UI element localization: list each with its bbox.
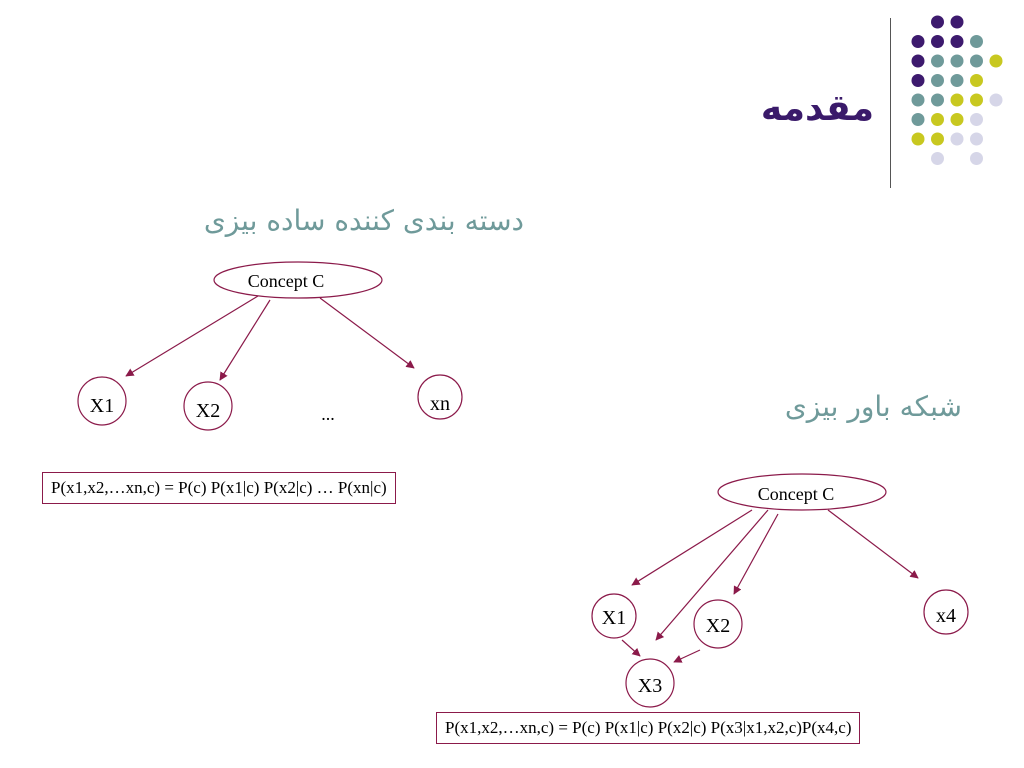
nb-root-label: Concept C (247, 271, 325, 291)
nb-ellipsis: ... (321, 404, 335, 424)
bn-root-label: Concept C (757, 484, 835, 504)
slide-title: مقدمه (760, 88, 874, 129)
bn-node-x2-label: X2 (705, 615, 731, 637)
bn-node-x1-label: X1 (601, 607, 627, 629)
nb-edge-x2 (220, 300, 270, 380)
bn-edge-x1 (632, 510, 752, 585)
belief-network-formula: P(x1,x2,…xn,c) = P(c) P(x1|c) P(x2|c) P(x3|x1,x2,c)P(x4,c) (436, 712, 860, 744)
naive-bayes-formula: P(x1,x2,…xn,c) = P(c) P(x1|c) P(x2|c) … P(xn|c) (42, 472, 396, 504)
naive-bayes-diagram (78, 262, 462, 430)
belief-network-heading: شبکه باور بیزی (784, 390, 962, 423)
bn-edge-x4 (828, 510, 918, 578)
nb-node-x1-label: X1 (89, 395, 115, 417)
bn-edge-x2-x3 (674, 650, 700, 662)
bn-edge-x2 (734, 514, 778, 594)
nb-edge-x1 (126, 296, 258, 376)
naive-bayes-heading: دسته بندی کننده ساده بیزی (203, 204, 524, 237)
nb-node-x2-label: X2 (195, 400, 221, 422)
nb-node-xn-label: xn (430, 393, 450, 415)
bn-node-x3-label: X3 (637, 675, 663, 697)
nb-edge-xn (320, 298, 414, 368)
belief-network-diagram (592, 474, 968, 707)
bn-node-x4-label: x4 (936, 605, 956, 627)
bn-edge-x1-x3 (622, 640, 640, 656)
